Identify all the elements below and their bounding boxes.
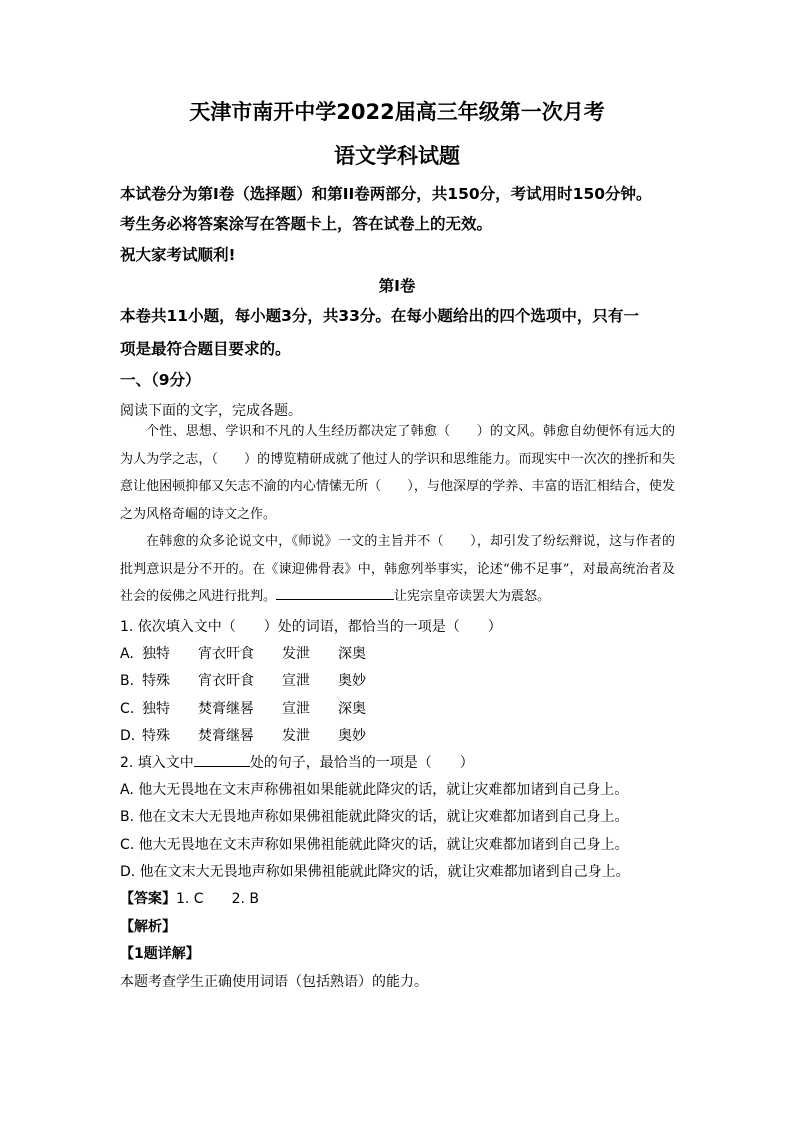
passage-text-2a: 在韩愈的众多论说文中，《师说》一文的主旨并不（ ），却引发了纷纭辩说，这与作者的批判意识是分不开的。在《谏迎佛骨表》中，韩愈列举事实，论述“佛不足事”，对最高统治者及社会的佞佛之风进行批判。: [120, 534, 675, 604]
option-word-4: 奥妙: [338, 728, 366, 744]
option-word-2: 焚膏继晷: [198, 728, 254, 744]
passage-text-2b: 让宪宗皇帝读罢大为震怒。: [394, 589, 551, 604]
option-key: D.: [120, 728, 136, 744]
answer-line: [120, 888, 259, 908]
option-word-2: 焚膏继晷: [198, 701, 254, 717]
sentence-blank: [276, 585, 394, 600]
question-1-stem: 1. 依次填入文中（ ）处的词语，都恰当的一项是（ ）: [120, 619, 502, 635]
reading-instruction: 阅读下面的文字，完成各题。: [120, 403, 302, 419]
q1-option-b: [120, 670, 366, 690]
q2-stem-part-a: 2. 填入文中: [120, 755, 194, 771]
detail-tag: 【1题详解】: [120, 946, 200, 962]
q1-option-a: [120, 643, 366, 663]
option-word-1: 特殊: [142, 673, 170, 689]
exam-subtitle: 语文学科试题: [334, 144, 460, 168]
q2-blank: [194, 753, 250, 767]
detail-line: [120, 943, 200, 963]
part-heading: 一、（9分）: [120, 371, 201, 389]
option-word-3: 发泄: [282, 728, 310, 744]
option-key: B.: [120, 673, 135, 689]
option-word-1: 独特: [142, 701, 170, 717]
option-word-4: 深奥: [338, 701, 366, 717]
analysis-line: [120, 916, 176, 936]
q1-option-d: [120, 725, 366, 745]
q2-option-d: D. 他在文末大无畏地声称如果佛祖能就此降灾的话，就让灾难都加诸到自己身上。: [120, 864, 630, 880]
q2-option-b: B. 他在文末大无畏地声称如果佛祖能就此降灾的话，就让灾难都加诸到自己身上。: [120, 809, 629, 825]
option-key: A.: [120, 646, 134, 662]
option-word-3: 宣泄: [282, 701, 310, 717]
passage-paragraph-1: [120, 418, 675, 528]
analysis-tag: 【解析】: [120, 919, 176, 935]
answer-value: 1. C 2. B: [176, 891, 259, 907]
q2-stem-part-b: 处的句子，最恰当的一项是（ ）: [249, 755, 474, 771]
answer-tag: 【答案】: [120, 891, 176, 907]
option-word-2: 宵衣旰食: [198, 646, 254, 662]
intro-line-2: 考生务必将答案涂写在答题卡上，答在试卷上的无效。: [120, 215, 493, 233]
intro-line-3: 祝大家考试顺利!: [120, 246, 236, 264]
option-word-3: 宣泄: [282, 673, 310, 689]
option-word-1: 特殊: [142, 728, 170, 744]
option-word-3: 发泄: [282, 646, 310, 662]
option-key: C.: [120, 701, 135, 717]
exam-title: 天津市南开中学2022届高三年级第一次月考: [189, 100, 605, 124]
section-desc-2: 项是最符合题目要求的。: [120, 340, 291, 358]
question-2-stem: [120, 752, 474, 772]
passage-paragraph-2: [120, 528, 675, 611]
q2-option-c: C. 他大无畏地在文末声称如果佛祖能就此降灾的话，就让灾难都加诸到自己身上。: [120, 837, 629, 853]
option-word-1: 独特: [142, 646, 170, 662]
option-word-4: 奥妙: [338, 673, 366, 689]
q2-option-a: A. 他大无畏地在文末声称佛祖如果能就此降灾的话，就让灾难都加诸到自己身上。: [120, 782, 629, 798]
option-word-4: 深奥: [338, 646, 366, 662]
q1-option-c: [120, 698, 366, 718]
section-heading: 第I卷: [378, 277, 416, 295]
detail-text: 本题考查学生正确使用词语（包括熟语）的能力。: [120, 974, 428, 990]
passage-text-2: [120, 528, 675, 611]
passage-text-1: 个性、思想、学识和不凡的人生经历都决定了韩愈（ ）的文风。韩愈自幼便怀有远大的为人为学之志，（ ）的博览精研成就了他过人的学识和思维能力。而现实中一次次的挫折和失意让他困顿抑郁又矢志不渝的内心情愫无所（ ），与他深厚的学养、丰富的语汇相结合，使发之为风格奇崛的诗文之作。: [120, 424, 675, 522]
option-word-2: 宵衣旰食: [198, 673, 254, 689]
intro-line-1: 本试卷分为第I卷（选择题）和第II卷两部分，共150分，考试用时150分钟。: [120, 185, 652, 203]
section-desc-1: 本卷共11小题，每小题3分，共33分。在每小题给出的四个选项中，只有一: [120, 307, 639, 325]
